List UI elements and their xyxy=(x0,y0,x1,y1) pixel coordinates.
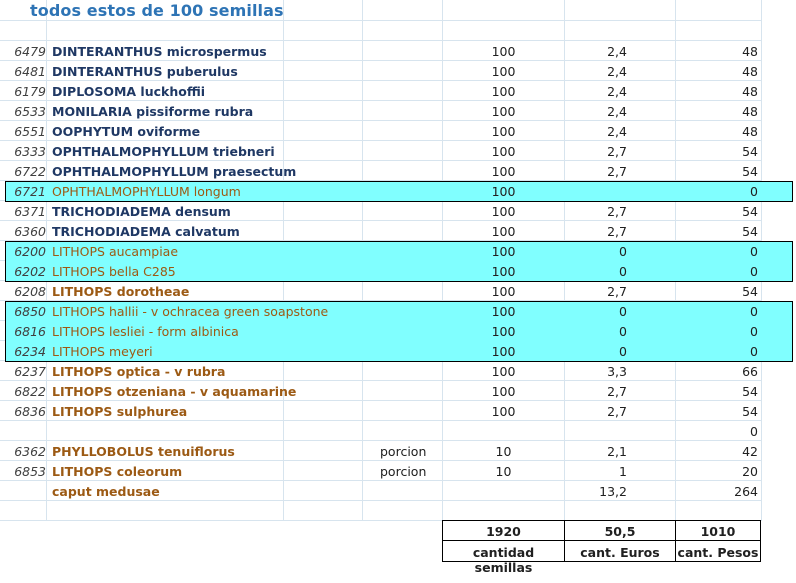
price-euros: 2,7 xyxy=(607,384,627,399)
species-name: TRICHODIADEMA densum xyxy=(52,204,231,219)
price-pesos: 0 xyxy=(750,184,758,199)
row-id: 6551 xyxy=(14,124,46,139)
price-pesos: 0 xyxy=(750,304,758,319)
price-euros: 0 xyxy=(619,344,627,359)
price-euros: 2,4 xyxy=(607,124,627,139)
species-name: LITHOPS aucampiae xyxy=(52,244,179,259)
seed-count: 100 xyxy=(491,364,516,379)
price-pesos: 48 xyxy=(742,64,758,79)
price-pesos: 54 xyxy=(742,204,758,219)
seed-count: 100 xyxy=(491,344,516,359)
price-euros: 3,3 xyxy=(607,364,627,379)
unit-label: porcion xyxy=(380,464,427,479)
table-row xyxy=(0,441,762,461)
row-id: 6822 xyxy=(14,384,46,399)
price-euros: 0 xyxy=(619,324,627,339)
table-row xyxy=(0,221,762,241)
table-row xyxy=(0,161,762,181)
table-row xyxy=(0,41,762,61)
total-seeds-value: 1920 xyxy=(486,524,521,539)
row-id: 6360 xyxy=(14,224,46,239)
price-euros: 2,7 xyxy=(607,284,627,299)
row-id: 6722 xyxy=(14,164,46,179)
seed-count: 100 xyxy=(491,224,516,239)
row-id: 6533 xyxy=(14,104,46,119)
seed-count: 100 xyxy=(491,184,516,199)
price-euros: 13,2 xyxy=(599,484,627,499)
price-euros: 2,1 xyxy=(607,444,627,459)
species-name: LITHOPS lesliei - form albinica xyxy=(52,324,239,339)
row-id: 6200 xyxy=(14,244,46,259)
row-id: 6479 xyxy=(14,44,46,59)
species-name: LITHOPS sulphurea xyxy=(52,404,188,419)
grid-line xyxy=(0,20,762,21)
table-row xyxy=(0,61,762,81)
species-name: DINTERANTHUS puberulus xyxy=(52,64,238,79)
price-pesos: 66 xyxy=(742,364,758,379)
table-row xyxy=(0,461,762,481)
price-pesos: 54 xyxy=(742,404,758,419)
price-pesos: 54 xyxy=(742,144,758,159)
price-pesos: 48 xyxy=(742,124,758,139)
total-pesos-cell xyxy=(675,520,761,562)
species-name: caput medusae xyxy=(52,484,160,499)
total-euros-value: 50,5 xyxy=(604,524,636,539)
seed-count: 100 xyxy=(491,384,516,399)
price-euros: 2,4 xyxy=(607,64,627,79)
table-row xyxy=(0,361,762,381)
seed-count: 100 xyxy=(491,144,516,159)
total-pesos-value: 1010 xyxy=(700,524,736,539)
price-euros: 1 xyxy=(619,464,627,479)
price-pesos: 48 xyxy=(742,84,758,99)
row-id: 6836 xyxy=(14,404,46,419)
species-name: OPHTHALMOPHYLLUM longum xyxy=(52,184,241,199)
seed-count: 100 xyxy=(491,124,516,139)
total-pesos-label: cant. Pesos xyxy=(677,545,759,560)
price-euros: 2,7 xyxy=(607,224,627,239)
row-id: 6333 xyxy=(14,144,46,159)
price-euros: 0 xyxy=(619,244,627,259)
species-name: LITHOPS bella C285 xyxy=(52,264,176,279)
seed-count: 100 xyxy=(491,204,516,219)
price-pesos: 0 xyxy=(750,344,758,359)
price-pesos: 0 xyxy=(750,264,758,279)
seed-count: 100 xyxy=(491,64,516,79)
seed-count: 100 xyxy=(491,44,516,59)
price-euros: 0 xyxy=(619,304,627,319)
table-row xyxy=(0,401,762,421)
species-name: DINTERANTHUS microspermus xyxy=(52,44,267,59)
seed-count: 100 xyxy=(491,404,516,419)
table-row xyxy=(0,81,762,101)
price-pesos: 0 xyxy=(750,244,758,259)
price-pesos: 48 xyxy=(742,44,758,59)
species-name: LITHOPS otzeniana - v aquamarine xyxy=(52,384,297,399)
species-name: LITHOPS meyeri xyxy=(52,344,153,359)
price-pesos: 0 xyxy=(750,324,758,339)
row-id: 6179 xyxy=(14,84,46,99)
price-pesos: 264 xyxy=(734,484,758,499)
table-row xyxy=(0,141,762,161)
seed-count: 100 xyxy=(491,104,516,119)
row-id: 6481 xyxy=(14,64,46,79)
total-seeds-label: cantidad semillas xyxy=(472,545,535,575)
seed-count: 100 xyxy=(491,264,516,279)
seed-count: 100 xyxy=(491,84,516,99)
seed-count: 100 xyxy=(491,324,516,339)
table-row xyxy=(0,241,762,261)
price-pesos: 54 xyxy=(742,384,758,399)
table-row xyxy=(0,481,762,501)
price-euros: 2,7 xyxy=(607,144,627,159)
row-id: 6362 xyxy=(14,444,46,459)
total-euros-cell xyxy=(564,520,676,562)
price-pesos: 54 xyxy=(742,284,758,299)
row-id: 6816 xyxy=(14,324,46,339)
table-row xyxy=(0,281,762,301)
table-row xyxy=(0,421,762,441)
price-pesos: 48 xyxy=(742,104,758,119)
species-name: LITHOPS dorotheae xyxy=(52,284,190,299)
table-row xyxy=(0,301,762,321)
price-euros: 2,4 xyxy=(607,104,627,119)
table-row xyxy=(0,101,762,121)
total-seeds-cell xyxy=(442,520,565,575)
seed-count: 100 xyxy=(491,284,516,299)
species-name: OPHTHALMOPHYLLUM triebneri xyxy=(52,144,275,159)
seed-count: 100 xyxy=(491,244,516,259)
price-euros: 2,7 xyxy=(607,164,627,179)
table-row xyxy=(0,321,762,341)
table-row xyxy=(0,341,762,361)
price-pesos: 54 xyxy=(742,224,758,239)
seed-count: 100 xyxy=(491,164,516,179)
price-euros: 2,4 xyxy=(607,44,627,59)
species-name: MONILARIA pissiforme rubra xyxy=(52,104,254,119)
table-row xyxy=(0,181,762,201)
total-euros-label: cant. Euros xyxy=(580,545,660,560)
seed-count: 10 xyxy=(495,444,512,459)
row-id: 6208 xyxy=(14,284,46,299)
species-name: DIPLOSOMA luckhoffii xyxy=(52,84,206,99)
price-pesos: 54 xyxy=(742,164,758,179)
species-name: OOPHYTUM oviforme xyxy=(52,124,201,139)
species-name: LITHOPS coleorum xyxy=(52,464,183,479)
unit-label: porcion xyxy=(380,444,427,459)
price-pesos: 20 xyxy=(742,464,758,479)
table-row xyxy=(0,201,762,221)
seed-count: 100 xyxy=(491,304,516,319)
row-id: 6371 xyxy=(14,204,46,219)
price-euros: 0 xyxy=(619,264,627,279)
row-id: 6721 xyxy=(14,184,46,199)
species-name: LITHOPS hallii - v ochracea green soapstone xyxy=(52,304,329,319)
price-pesos: 0 xyxy=(750,424,758,439)
price-euros: 2,4 xyxy=(607,84,627,99)
row-id: 6237 xyxy=(14,364,46,379)
table-row xyxy=(0,381,762,401)
row-id: 6853 xyxy=(14,464,46,479)
species-name: LITHOPS optica - v rubra xyxy=(52,364,226,379)
price-euros: 2,7 xyxy=(607,204,627,219)
price-euros: 2,7 xyxy=(607,404,627,419)
table-row xyxy=(0,261,762,281)
price-pesos: 42 xyxy=(742,444,758,459)
species-name: PHYLLOBOLUS tenuiflorus xyxy=(52,444,235,459)
seed-count: 10 xyxy=(495,464,512,479)
row-id: 6202 xyxy=(14,264,46,279)
species-name: OPHTHALMOPHYLLUM praesectum xyxy=(52,164,297,179)
species-name: TRICHODIADEMA calvatum xyxy=(52,224,240,239)
table-row xyxy=(0,121,762,141)
sheet-title: todos estos de 100 semillas xyxy=(30,1,284,20)
row-id: 6234 xyxy=(14,344,46,359)
row-id: 6850 xyxy=(14,304,46,319)
